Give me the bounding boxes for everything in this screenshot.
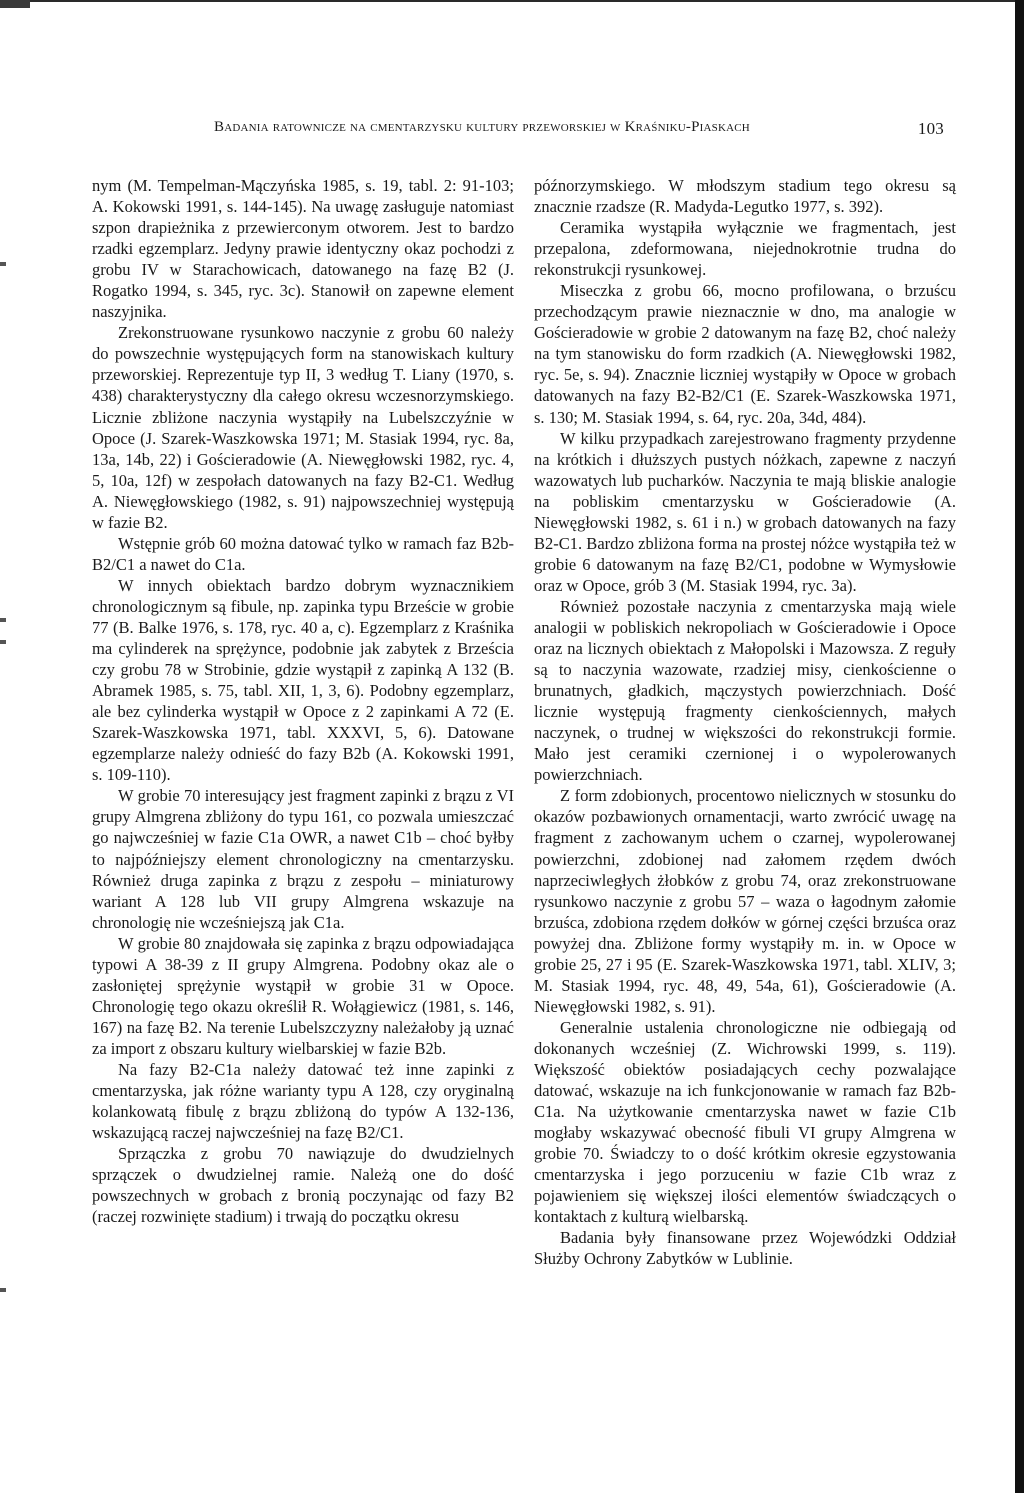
- scan-margin-mark: [0, 640, 6, 644]
- paragraph: W kilku przypadkach zarejestrowano fragmenty przydenne na krótkich i dłuższych pustych nóżkach, zapewne z naczyń wazowatych lub pucharków. Naczynia te mają bliskie analogie na pobliskim cmentarzysku w Gościeradowie (A. Niewęgłowski 1982, s. 61 i n.) w grobach datowanych na fazy B2-C1. Bardzo zbliżona forma na prostej nóżce wystąpiła też w grobie 6 datowanym na fazę B2/C1, podobne w Wymysłowie oraz w Opoce, grób 3 (M. Stasiak 1994, ryc. 3a).: [534, 428, 956, 595]
- left-column: [92, 175, 514, 1227]
- scan-border-top: [0, 0, 1024, 2]
- scan-margin-mark: [0, 262, 6, 266]
- paragraph: Sprzączka z grobu 70 nawiązuje do dwudzielnych sprzączek o dwudzielnej ramie. Należą one do dość powszechnych w grobach z bronią poczynając od fazy B2 (raczej rozwinięte stadium) i trwają do początku okresu: [92, 1144, 514, 1227]
- paragraph: Na fazy B2-C1a należy datować też inne zapinki z cmentarzyska, jak różne warianty typu A 128, czy oryginalną kolankowatą fibulę z brązu zbliżoną do typów A 132-136, wskazującą raczej najwcześniej na fazę B2/C1.: [92, 1059, 514, 1143]
- paragraph: Ceramika wystąpiła wyłącznie we fragmentach, jest przepalona, zdeformowana, niejednokrotnie trudna do rekonstrukcji rysunkowej.: [534, 218, 956, 280]
- running-head-title: Badania ratownicze na cmentarzysku kultury przeworskiej w Kraśniku-Piaskach: [214, 119, 750, 135]
- scan-margin-mark: [0, 1288, 6, 1292]
- paragraph: nym (M. Tempelman-Mączyńska 1985, s. 19, tabl. 2: 91-103; A. Kokowski 1991, s. 144-145). Na uwagę zasługuje natomiast szpon drapieżnika z przewierconym otworem. Jest to bardzo rzadki egzemplarz. Jedyny prawie identyczny okaz pochodzi z grobu IV w Starachowicach, datowanego na fazę B2 (J. Rogatko 1994, s. 345, ryc. 3c). Stanowił on zapewne element naszyjnika.: [92, 176, 514, 322]
- right-column: [534, 175, 956, 1269]
- scan-margin-mark: [0, 618, 6, 622]
- page-number: 103: [917, 119, 944, 138]
- running-head: [214, 119, 944, 141]
- paragraph: Wstępnie grób 60 można datować tylko w ramach faz B2b-B2/C1 a nawet do C1a.: [92, 533, 514, 574]
- paragraph: Zrekonstruowane rysunkowo naczynie z grobu 60 należy do powszechnie występujących form na stanowiskach kultury przeworskiej. Reprezentuje typ II, 3 według T. Liany (1970, s. 438) charakterystyczny dla całego okresu wczesnorzymskiego. Licznie zbliżone naczynia wystąpiły na Lubelszczyźnie w Opoce (J. Szarek-Waszkowska 1971; M. Stasiak 1994, ryc. 8a, 13a, 14b, 22) i Gościeradowie (A. Niewęgłowski 1982, ryc. 4, 5, 10a, 12f) w zespołach datowanych na fazy B2-C1. Według A. Niewęgłowskiego (1982, s. 91) najpowszechniej występują w fazie B2.: [92, 323, 514, 532]
- paragraph: W innych obiektach bardzo dobrym wyznacznikiem chronologicznym są fibule, np. zapinka typu Brzeście w grobie 77 (B. Balke 1976, s. 178, ryc. 40 a, c). Egzemplarz z Kraśnika ma cylinderek na sprężynce, podobnie jak zabytek z Brześcia czy grobu 78 w Strobinie, gdzie wystąpił z zapinką A 132 (B. Abramek 1985, s. 75, tabl. XII, 1, 3, 6). Podobny egzemplarz, ale bez cylinderka wystąpił w Opoce z 2 zapinkami A 72 (E. Szarek-Waszkowska 1971, tabl. XXXVI, 5, 6). Datowane egzemplarze należy odnieść do fazy B2b (A. Kokowski 1991, s. 109-110).: [92, 575, 514, 785]
- scan-border-right: [1015, 0, 1024, 1493]
- paragraph: W grobie 80 znajdowała się zapinka z brązu odpowiadająca typowi A 38-39 z II grupy Almgrena. Podobny okaz ale o zasłoniętej sprężynie wystąpił w grobie 31 w Opoce. Chronologię tego okazu określił R. Wołągiewicz (1981, s. 146, 167) na fazę B2. Na terenie Lubelszczyzny należałoby ją uznać za import z obszaru kultury wielbarskiej w fazie B2b.: [92, 933, 514, 1058]
- paragraph: późnorzymskiego. W młodszym stadium tego okresu są znacznie rzadsze (R. Madyda-Legutko 1977, s. 392).: [534, 176, 956, 217]
- paragraph: Również pozostałe naczynia z cmentarzyska mają wiele analogii w pobliskich nekropoliach w Gościeradowie i Opoce oraz na licznych obiektach z Małopolski i Mazowsza. Z reguły są to naczynia wazowate, rzadziej misy, cienkościenne o brunatnych, gładkich, mączystych powierzchniach. Dość licznie występują fragmenty cienkościennych, małych naczynek, o trudnej w większości do rekonstrukcji formie. Mało jest ceramiki czernionej i o wypolerowanych powierzchniach.: [534, 596, 956, 785]
- paragraph: Generalnie ustalenia chronologiczne nie odbiegają od dokonanych wcześniej (Z. Wichrowski 1999, s. 119). Większość obiektów posiadających cechy pozwalające datować, wskazuje na ich funkcjonowanie w ramach faz B2b-C1a. Na użytkowanie cmentarzyska nawet w fazie C1b mogłaby wskazywać obecność fibuli VI grupy Almgrena w grobie 70. Świadczy to o dość krótkim okresie egzystowania cmentarzyska i jego porzuceniu w fazie C1b wraz z pojawieniem się większej ilości elementów świadczących o kontaktach z kulturą wielbarską.: [534, 1017, 956, 1227]
- paragraph: Badania były finansowane przez Wojewódzki Oddział Służby Ochrony Zabytków w Lublinie.: [534, 1228, 956, 1269]
- scan-corner-mark: [0, 0, 30, 8]
- paragraph: Z form zdobionych, procentowo nielicznych w stosunku do okazów pozbawionych ornamentacji, warto zwrócić uwagę na fragment z zachowanym uchem o czarnej, wypolerowanej powierzchni, zdobionej nad załomem rzędem dwóch naprzeciwległych żłobków z grobu 74, oraz zrekonstruowane rysunkowo naczynie z grobu 57 – waza o łagodnym załomie brzuśca, zdobiona rzędem dołków w górnej części brzuśca oraz powyżej dna. Zbliżone formy wystąpiły m. in. w Opoce w grobie 25, 27 i 95 (E. Szarek-Waszkowska 1971, tabl. XLIV, 3; M. Stasiak 1994, ryc. 48, 49, 54a, 61), Gościeradowie (A. Niewęgłowski 1982, s. 91).: [534, 786, 956, 1016]
- paragraph: W grobie 70 interesujący jest fragment zapinki z brązu z VI grupy Almgrena zbliżony do typu 161, co pozwala umieszczać go najwcześniej w fazie C1a OWR, a nawet C1b – choć byłby to najpóźniejszy element chronologiczny na cmentarzysku. Również druga zapinka z brązu z zespołu – miniaturowy wariant A 128 lub VII grupy Almgrena wskazuje na chronologię nie wcześniejszą jak C1a.: [92, 786, 514, 932]
- paragraph: Miseczka z grobu 66, mocno profilowana, o brzuścu przechodzącym prawie nieznacznie w dno, ma analogie w Gościeradowie w grobie 2 datowanym na fazę B2, choć należy na tym stanowisku do form rzadkich (A. Niewęgłowski 1982, ryc. 5e, s. 94). Znacznie liczniej wystąpiły w Opoce w grobach datowanych na fazy B2-B2/C1 (E. Szarek-Waszkowska 1971, s. 130; M. Stasiak 1994, s. 64, ryc. 20a, 34d, 484).: [534, 281, 956, 427]
